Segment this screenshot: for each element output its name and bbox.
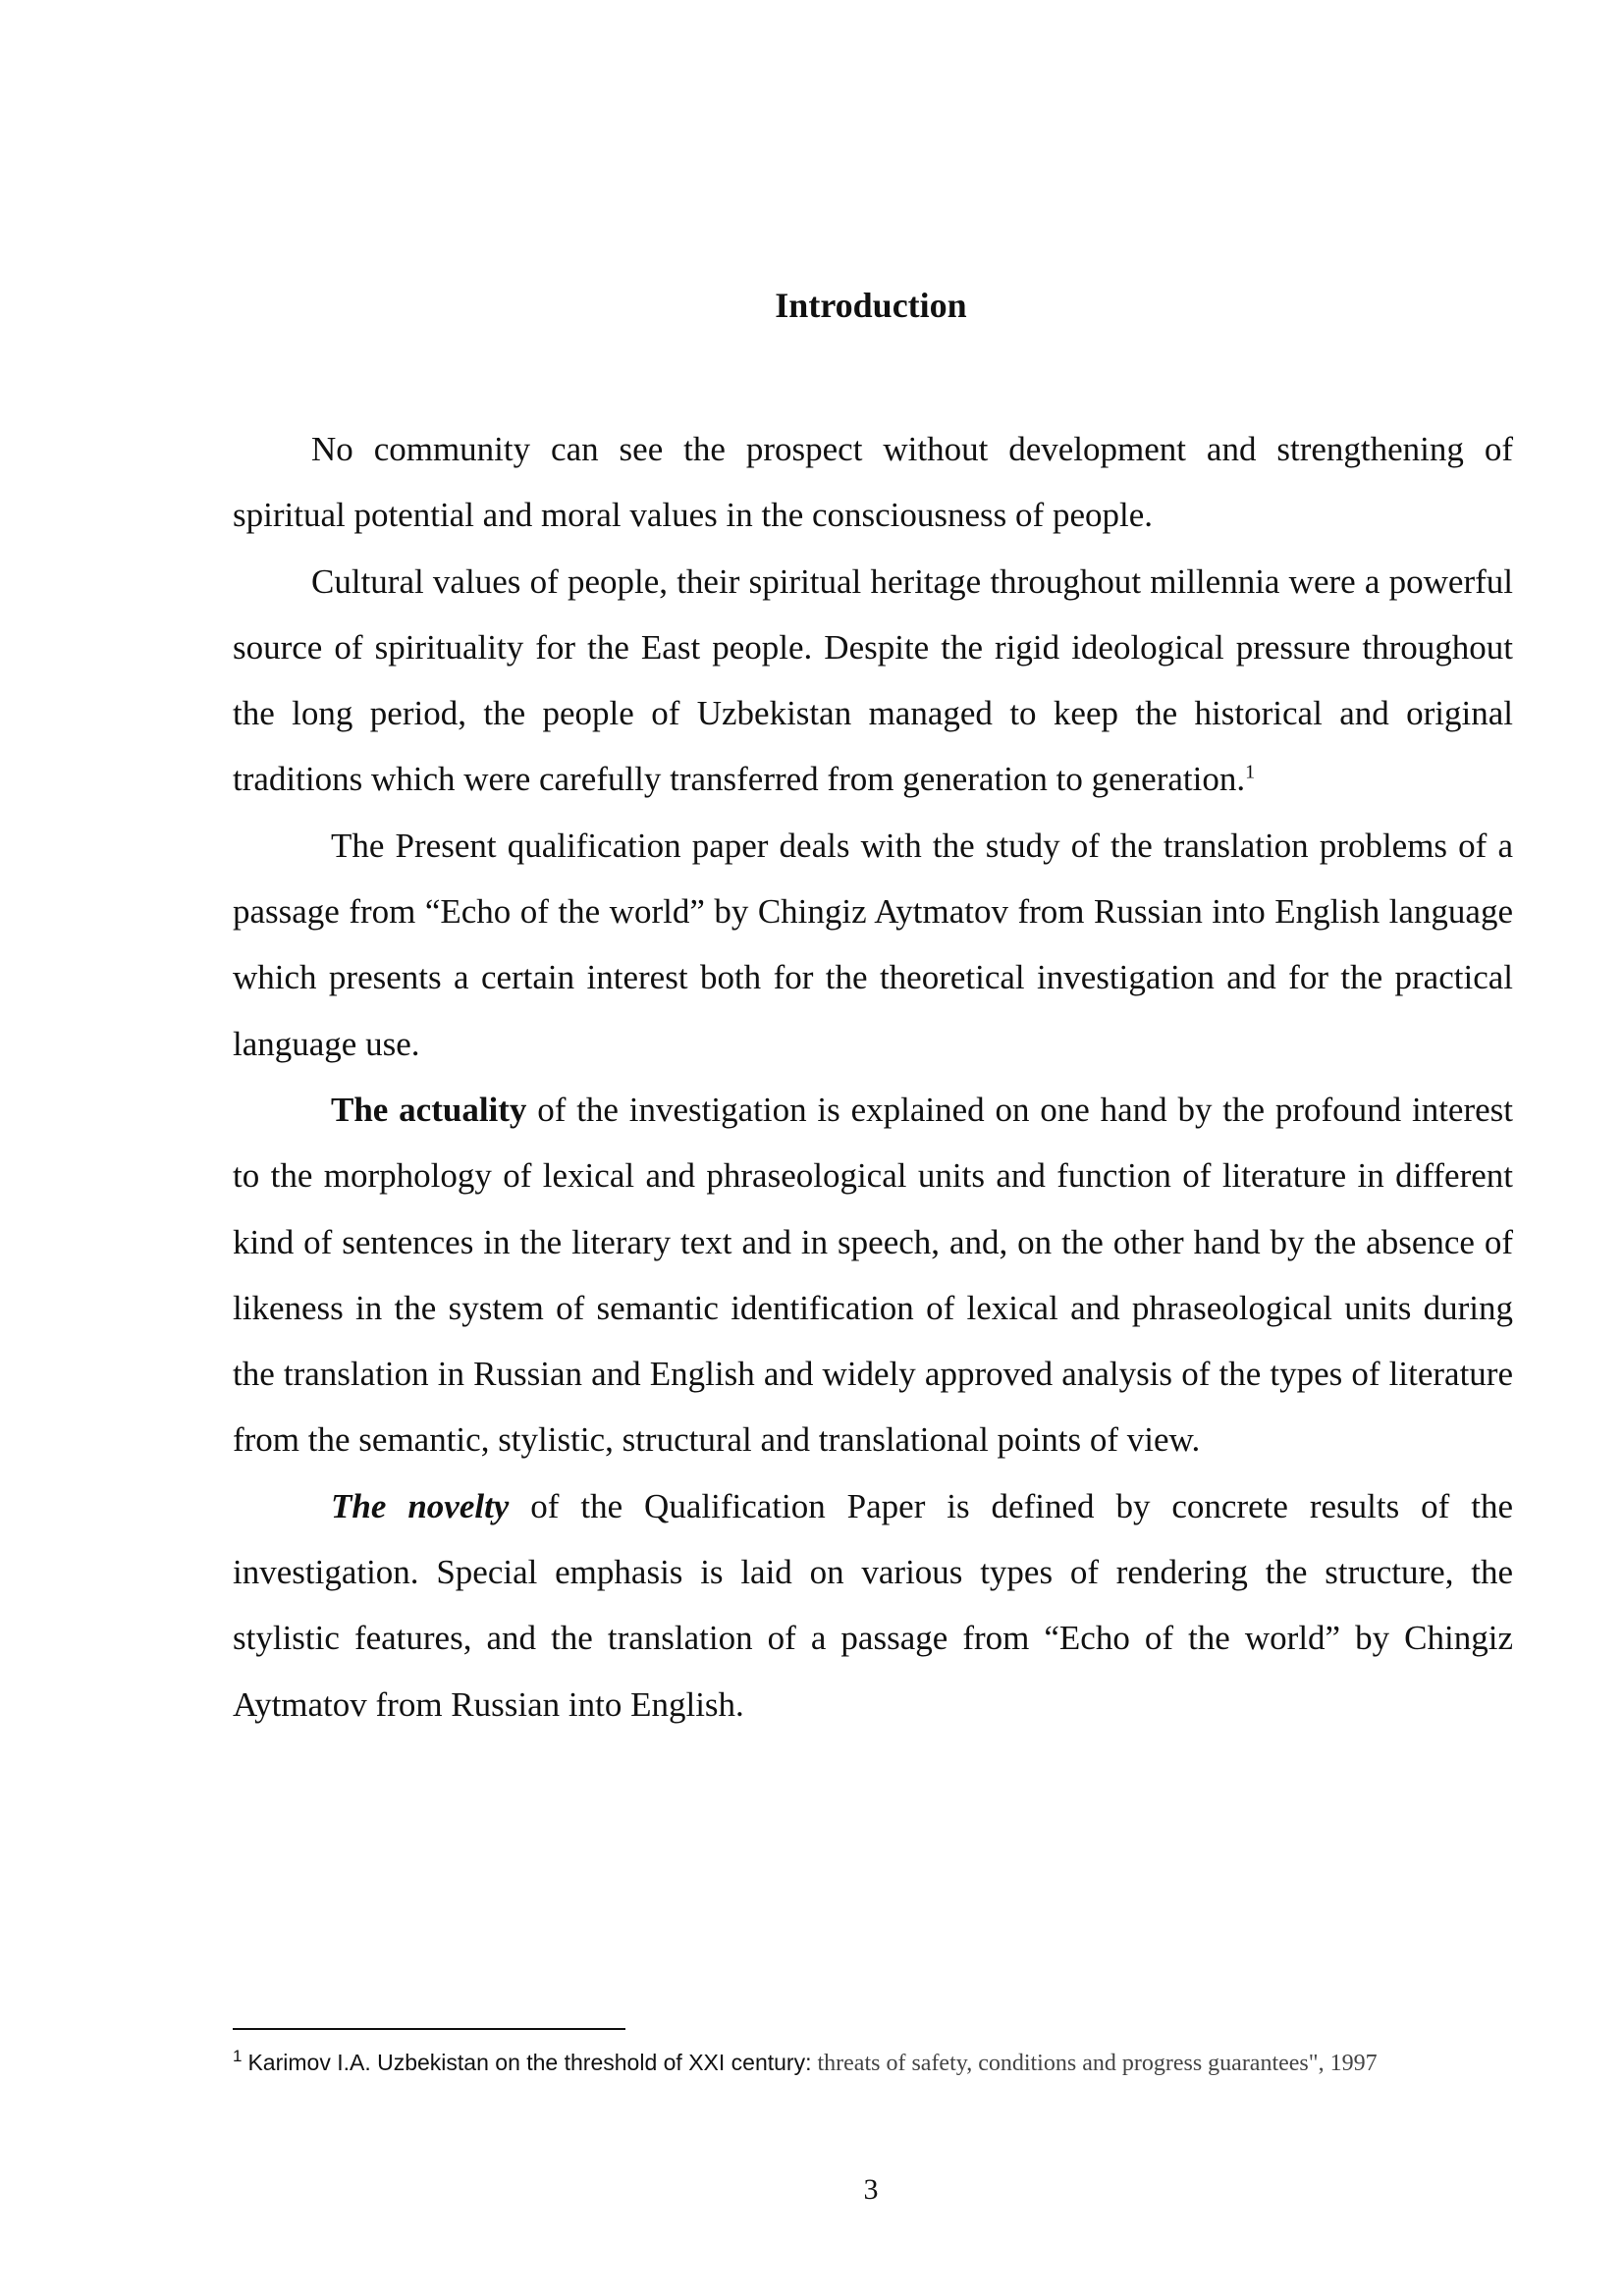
paragraph-5-text: of the Qualification Paper is defined by concrete results of the investigation. Special emphasis is laid on various types of rendering the structure, the stylistic features, and the translation of a passage from “Echo of the world” by Chingiz Aytmatov from Russian into English. bbox=[233, 1486, 1513, 1724]
footnote-reference[interactable]: 1 bbox=[1245, 761, 1256, 783]
paragraph-4-text: of the investigation is explained on one hand by the profound interest to the morphology of lexical and phraseological units and function of literature in different kind of sentences in the literary text and in speech, and, on the other hand by the absence of likeness in the system of semantic identification of lexical and phraseological units during the translation in Russian and English and widely approved analysis of the types of literature from the semantic, stylistic, structural and translational points of view. bbox=[233, 1090, 1513, 1460]
paragraph-2 bbox=[233, 549, 1513, 813]
novelty-heading: The novelty bbox=[331, 1486, 510, 1525]
actuality-heading: The actuality bbox=[331, 1090, 527, 1129]
body-text bbox=[233, 416, 1513, 1737]
footnote-divider bbox=[233, 2028, 625, 2030]
paragraph-1 bbox=[233, 416, 1513, 549]
footnote-citation-rest: threats of safety, conditions and progress guarantees", 1997 bbox=[811, 2051, 1378, 2076]
page-title: Introduction bbox=[775, 286, 967, 325]
paragraph-4 bbox=[233, 1077, 1513, 1473]
footnote-number: 1 bbox=[233, 2047, 243, 2065]
page-number: 3 bbox=[863, 2173, 879, 2206]
paragraph-2-text: Cultural values of people, their spiritual heritage throughout millennia were a powerful source of spirituality for the East people. Despite the rigid ideological pressure throughout the long period, the people of Uzbekistan managed to keep the historical and original traditions which were carefully transferred from generation to generation. bbox=[233, 561, 1513, 799]
paragraph-1-text: No community can see the prospect without development and strengthening of spiritual potential and moral values in the consciousness of people. bbox=[233, 430, 1513, 535]
paragraph-3 bbox=[233, 813, 1513, 1077]
paragraph-3-text: The Present qualification paper deals with the study of the translation problems of a passage from “Echo of the world” by Chingiz Aytmatov from Russian into English language which presents a certain interest both for the theoretical investigation and for the practical language use. bbox=[233, 826, 1513, 1063]
footnote bbox=[233, 2045, 1513, 2082]
paragraph-5 bbox=[233, 1473, 1513, 1737]
footnote-citation-author: Karimov I.A. Uzbekistan on the threshold of XXI century: bbox=[247, 2050, 812, 2075]
